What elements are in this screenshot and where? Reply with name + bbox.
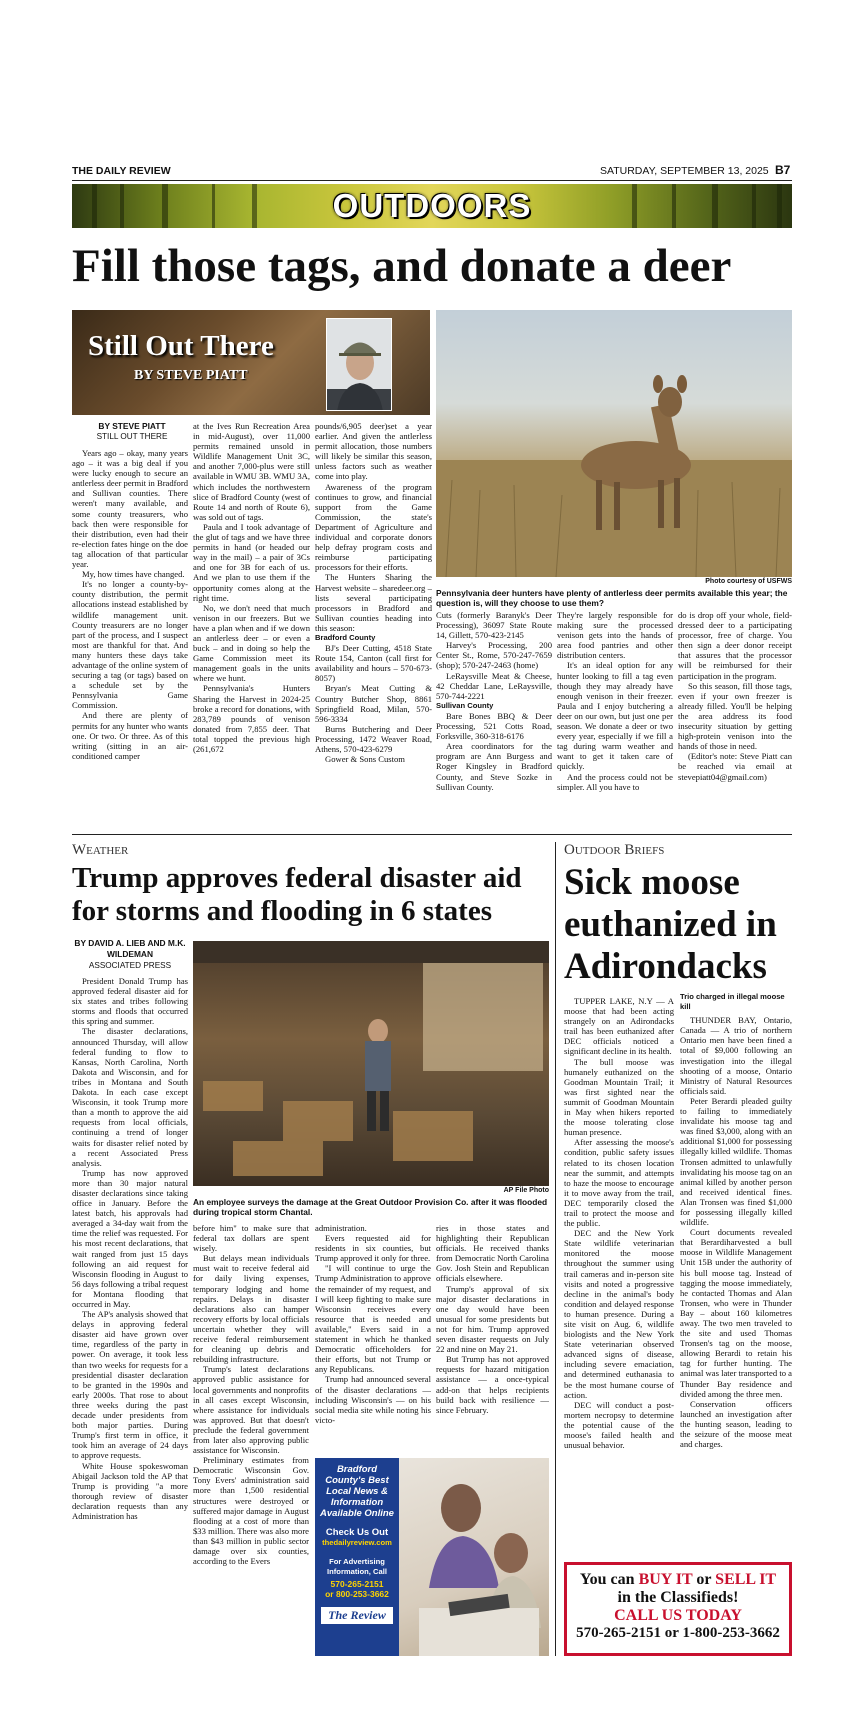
paragraph: DEC and the New York State wildlife veterinarian monitored the moose throughout the summer using trail cameras and in-person site visits and noted a progressive decline in the animal's body condition and delayed response to human presence. During a site visit on Aug. 6, wildlife biologists and the New York State veterinarian observed advanced signs of disease, including severe emaciation, and determined euthanasia to be the most humane course of action. <box>564 1228 674 1400</box>
paragraph: Gower & Sons Custom <box>325 754 405 765</box>
paragraph: And there are plenty of permits for any hunter who wants one. Or two. Or three. As of this writing (sitting in an air-conditioned camper <box>72 710 188 761</box>
subhead: Trio charged in illegal moose kill <box>680 992 785 1012</box>
paragraph: BJ's Deer Cutting, 4518 State Route 154, Canton (call first for availability and hours – 570-673-8057) <box>315 643 432 684</box>
paragraph: Conservation officers launched an investigation after the hunting season, leading to the seizure of the moose meat and charges. <box>680 1398 792 1450</box>
deer-photo-caption: Pennsylvania deer hunters have plenty of antlerless deer permits available this year; the question is, will they choose to use them? <box>436 588 788 608</box>
paper-name: THE DAILY REVIEW <box>72 165 171 177</box>
paragraph: President Donald Trump has approved federal disaster aid for six states and tribes following storms and floods that occurred this spring and summer. <box>72 976 188 1027</box>
main-column-2 <box>193 421 310 828</box>
moose-headline: Sick moose euthanized in Adirondacks <box>564 862 777 987</box>
weather-column-3 <box>315 1223 431 1453</box>
paragraph: Trump's latest declarations approved public assistance for local governments and nonprofits in all cases except Wisconsin, where assistance for individuals was approved. But that doesn't preclude the federal government from later also approving public assistance for Wisconsin. <box>193 1364 309 1456</box>
main-byline-sub: STILL OUT THERE <box>96 432 168 441</box>
paragraph: The Hunters Sharing the Harvest website – sharedeer.org – lists several participating processors in Bradford and Sullivan counties heading into this season: <box>315 572 432 633</box>
main-byline: BY STEVE PIATT <box>98 421 166 431</box>
paragraph: ries in those states and highlighting their Republican officials. He received thanks from Democratic North Carolina Gov. Josh Stein and Republican officials elsewhere. <box>436 1223 549 1284</box>
review-ad-phone-2: or 800-253-3662 <box>325 1589 389 1599</box>
paragraph: (Editor's note: Steve Piatt can be reached via email at stevepiatt04@gmail.com) <box>678 751 792 782</box>
main-column-3 <box>315 421 432 828</box>
paragraph: The bull moose was humanely euthanized on the Goodman Mountain Trail; it was first sighted near the summit of Goodman Mountain in May when hikers reported the moose tolerating close human presence. <box>564 1056 674 1138</box>
paragraph: Bryan's Meat Cutting & Country Butcher Shop, 8861 Springfield Road, Milan, 570-596-3334 <box>315 683 432 724</box>
review-ad-panel <box>315 1458 399 1656</box>
paragraph: They're largely responsible for making sure the processed venison gets into the hands of area food pantries and other distribution centers. <box>557 610 673 661</box>
subhead: Sullivan County <box>436 700 494 710</box>
paragraph: Years ago – okay, many years ago – it was a big deal if you were lucky enough to secure an antlerless deer permit in Bradford and Sullivan counties. There weren't many available, and some county treasurers, who back then were responsible for their distribution, even had their re-election fates hinge on the doe tag allocation of that particular year. <box>72 448 188 570</box>
paragraph: Trump had announced several of the disaster declarations — including Wisconsin's — on his social media site while noting his victo- <box>315 1374 431 1425</box>
main-column-6 <box>678 610 792 828</box>
text: or <box>692 1571 716 1588</box>
paragraph: Paula and I took advantage of the glut of tags and we have three permits in hand (or headed our way in the mail) – a pair of 3Cs and one for 3B for each of us. And we plan to use them if the opportunity comes along at the right time. <box>193 521 310 603</box>
section-banner <box>72 184 792 228</box>
paragraph: After assessing the moose's condition, public safety issues related to its chosen location near the summit, and attempts to haze the moose to encourage it to move away from the trail, DEC temporarily closed the trail to protect the moose and the public. <box>564 1137 674 1229</box>
paragraph: Peter Berardi pleaded guilty to failing to immediately invalidate his moose tag and was fined $3,000, along with an additional $1,000 for possessing illegally killed wildlife. Thomas Tronsen admitted to unlawfully invalidating his moose tag on an animal killed by another person and received identical fines. Alan Tronsen was fined $1,000 for possessing illegally killed wildlife. <box>680 1095 792 1228</box>
weather-column-1 <box>72 976 188 1656</box>
paragraph: LeRaysville Meat & Cheese, 42 Cheddar Lane, LeRaysville, 570-744-2221 <box>436 670 552 701</box>
main-headline: Fill those tags, and donate a deer <box>72 240 732 292</box>
weather-byline-sub: ASSOCIATED PRESS <box>88 961 172 970</box>
text: SELL IT <box>715 1571 777 1588</box>
main-column-5 <box>557 610 673 828</box>
classified-ad-line-2: in the Classifieds! <box>617 1589 739 1606</box>
paragraph: Evers requested aid for residents in six counties, but Trump approved it only for three. <box>315 1233 431 1264</box>
paragraph: No, we don't need that much venison in our freezers. But we have a plan when and if we down an antlerless deer – or even a buck – and in doing so help the Game Commission meet its management goals in the units where we hunt. <box>193 602 310 684</box>
paragraph: Area coordinators for the program are Ann Burgess and Roger Kingsley in Bradford County, and Steve Sozke in Sullivan County. <box>436 741 552 792</box>
classified-ad[interactable] <box>564 1562 792 1656</box>
paragraph: administration. <box>315 1223 367 1233</box>
paragraph: Trump has now approved more than 30 major natural disaster declarations since taking office in January. Before the latest batch, his approvals had averaged a 34-day wait from the time the relief was requested. For his most recent declarations, that wait ranged from just 15 days following an aid request for Wisconsin flooding in August to 56 days following a tribal request for Montana flooding that occurred in May. <box>72 1167 188 1309</box>
review-ad[interactable] <box>315 1458 549 1656</box>
weather-headline: Trump approves federal disaster aid for storms and flooding in 6 states <box>72 862 522 927</box>
moose-kicker: Outdoor Briefs <box>564 842 665 858</box>
paragraph: Trump's approval of six major disaster declarations in one day would have been unusual for some presidents but not for him. Trump approved seven disaster requests on July 22 and nine on May 21. <box>436 1283 549 1355</box>
paragraph: Awareness of the program continues to grow, and financial support from the Game Commission, the state's Department of Agriculture and individual and corporate donors help defray program costs and reimburse participating processors for their efforts. <box>315 481 432 573</box>
review-ad-check: Check Us Out <box>325 1527 389 1538</box>
column-logo-title: Still Out There <box>88 330 274 362</box>
review-ad-url[interactable]: thedailyreview.com <box>322 1538 392 1547</box>
moose-column-1 <box>564 996 674 1556</box>
flood-photo <box>193 941 549 1186</box>
paragraph: before him" to make sure that federal tax dollars are spent wisely. <box>193 1223 309 1254</box>
deer-photo <box>436 310 792 577</box>
subhead: Bradford County <box>315 632 376 642</box>
moose-column-2 <box>680 992 792 1556</box>
issue-date: SATURDAY, SEPTEMBER 13, 2025 <box>600 165 769 177</box>
review-ad-advertising: For Advertising Information, Call <box>327 1557 387 1576</box>
main-column-1 <box>72 448 188 828</box>
paragraph: Court documents revealed that Berardiharvested a bull moose in Wildlife Management Unit 15B under the authority of his bull moose tag. Instead of tagging the moose immediately, he contacted Thomas and Alan Tronsen, who were in Thunder Bay – about 160 kilometres away. The two men traveled to the site and used Thomas Tronsen's tag on the moose, allowing Berardi to retain his tag for further hunting. The animal was later transported to a Thunder Bay residence and divided among the three men. <box>680 1227 792 1399</box>
review-ad-tagline: Bradford County's Best Local News & Information Available Online <box>320 1464 394 1519</box>
weather-byline: BY DAVID A. LIEB AND M.K. WILDEMAN <box>74 938 186 959</box>
deer-photo-credit: Photo courtesy of USFWS <box>705 578 792 585</box>
paragraph: The AP's analysis showed that delays in approving federal disaster aid have grown over time, regardless of the party in power. On average, it took less than two weeks for requests for a presidential disaster declaration to be granted in the 1990s and early 2000s. That rose to about three weeks during the past decade under presidents from both major parties. During Trump's first term in office, it took him an average of 24 days to approve requests. <box>72 1309 188 1461</box>
paragraph: Bare Bones BBQ & Deer Processing, 521 Cotts Road, Forksville, 360-318-6176 <box>436 710 552 742</box>
classified-ad-call: CALL US TODAY <box>614 1607 742 1624</box>
paragraph: So this season, fill those tags, even if your own freezer is already filled. You'll be helping the area address its food insecurity situation by getting high-protein venison into the hands of those in need. <box>678 680 792 752</box>
paragraph: Harvey's Processing, 200 Center St., Rome, 570-247-7659 (shop); 570-247-2463 (home) <box>436 640 552 671</box>
main-column-4 <box>436 610 552 828</box>
page-number: B7 <box>775 163 791 177</box>
paragraph: "I will continue to urge the Trump Administration to approve the remainder of my request, and I will keep fighting to make sure Wisconsin receives every resource that is needed and available," Evers said in a statement in which he thanked Democratic officeholders for their efforts, but not Trump or any Republicans. <box>315 1263 431 1375</box>
text: BUY IT <box>638 1571 693 1588</box>
weather-column-2 <box>193 1223 309 1656</box>
paragraph: But Trump has not approved requests for hazard mitigation assistance — a once-typical add-on that helps recipients build back with resilience — since February. <box>436 1354 549 1415</box>
paragraph: do is drop off your whole, field-dressed deer to a participating processor, free of charge. You then sign a deer donor receipt that assures that the processor will be reimbursed for their participation in the program. <box>678 610 792 681</box>
classified-ad-line-1 <box>567 1571 789 1589</box>
columnist-photo <box>326 318 392 411</box>
review-ad-photo <box>399 1458 549 1656</box>
review-ad-logo: The Review <box>321 1607 393 1624</box>
flood-photo-caption: An employee surveys the damage at the Great Outdoor Provision Co. after it was flooded during tropical storm Chantal. <box>193 1197 548 1217</box>
paragraph: But delays mean individuals must wait to receive federal aid for daily living expenses, temporary lodging and home repairs. Delays in disaster declarations also can hamper recovery efforts by local officials uncertain whether they will receive federal reimbursement for cleaning up debris and rebuilding infrastructure. <box>193 1253 309 1365</box>
paragraph: Cuts (formerly Baranyk's Deer Processing), 36097 State Route 14, Gillett, 570-423-2145 <box>436 610 552 641</box>
weather-column-4 <box>436 1223 549 1453</box>
section-title: OUTDOORS <box>332 187 532 224</box>
paragraph: TUPPER LAKE, N.Y — A moose that had been acting strangely on an Adirondacks trail has been euthanized after DEC officials noticed a significant decline in its health. <box>564 996 674 1057</box>
text: You can <box>579 1571 639 1588</box>
paragraph: Burns Butchering and Deer Processing, 1472 Weaver Road, Athens, 570-423-6279 <box>315 723 432 754</box>
weather-kicker: Weather <box>72 842 129 858</box>
paragraph: Pennsylvania's Hunters Sharing the Harvest in 2024-25 broke a record for donations, with 283,789 pounds of venison donated from 7,855 deer. That total topped the previous high (261,672 <box>193 683 310 754</box>
paragraph: And the process could not be simpler. All you have to <box>557 771 673 792</box>
paragraph: THUNDER BAY, Ontario, Canada — A trio of northern Ontario men have been fined a total of $9,000 following an investigation into the illegal shooting of a moose, Ontario Ministry of Natural Resources officials said. <box>680 1015 792 1096</box>
paragraph: DEC will conduct a post-mortem necropsy to determine the potential cause of the moose's failed health and unusual behavior. <box>564 1399 674 1451</box>
paragraph: It's no longer a county-by-county distribution, the permit allocations instead established by wildlife management unit. County treasurers are no longer part of the process, and I suspect most are thankful for that. And many hunters these days take advantage of the online system of securing a tag (or tags) based on a schedule set by the Pennsylvania Game Commission. <box>72 579 188 711</box>
paragraph: at the Ives Run Recreation Area in mid-August), over 11,000 permits remained unsold in Wildlife Management Unit 3C, and another 7,000-plus were still available in WMU 3B. WMU 3A, which includes the northwestern slice of Bradford County (west of Route 14 and north of Route 6), was sold out of tags. <box>193 421 310 522</box>
column-logo-byline: BY STEVE PIATT <box>134 368 248 383</box>
column-logo <box>72 310 430 415</box>
classified-ad-phones[interactable]: 570-265-2151 or 1-800-253-3662 <box>576 1625 780 1641</box>
review-ad-phone-1: 570-265-2151 <box>330 1579 384 1589</box>
paragraph: Preliminary estimates from Democratic Wisconsin Gov. Tony Evers' administration said more than 1,500 residential structures were destroyed or suffered major damage in August flooding at a cost of more than $33 million. There was also more than $43 million in public sector damage over six counties, according to the Evers <box>193 1455 309 1567</box>
flood-photo-credit: AP File Photo <box>503 1187 549 1194</box>
paragraph: White House spokeswoman Abigail Jackson told the AP that Trump is providing "a more thorough review of disaster declaration requests than any Administration has <box>72 1460 188 1521</box>
paragraph: It's an ideal option for any hunter looking to fill a tag even though they may already have enough venison in their freezer. Paula and I enjoy butchering a deer on our own, but just one per season. We donate a deer or two every year, especially if we fill a tag during warm weather and want to get it taken care of quickly. <box>557 660 673 772</box>
paragraph: pounds/6,905 deer)set a year earlier. And given the antlerless permit allocation, those numbers will likely be similar this season, unless factors such as weather come into play. <box>315 421 432 482</box>
paragraph: My, how times have changed. <box>82 569 185 580</box>
paragraph: The disaster declarations, announced Thursday, will allow federal funding to flow to Kansas, North Carolina, North Dakota and Wisconsin, and for tribes in Montana and South Dakota. In each case except Wisconsin, it took Trump more than a month to approve the aid requests from local officials, continuing a trend of longer waits for disaster relief noted by a recent Associated Press analysis. <box>72 1026 188 1168</box>
